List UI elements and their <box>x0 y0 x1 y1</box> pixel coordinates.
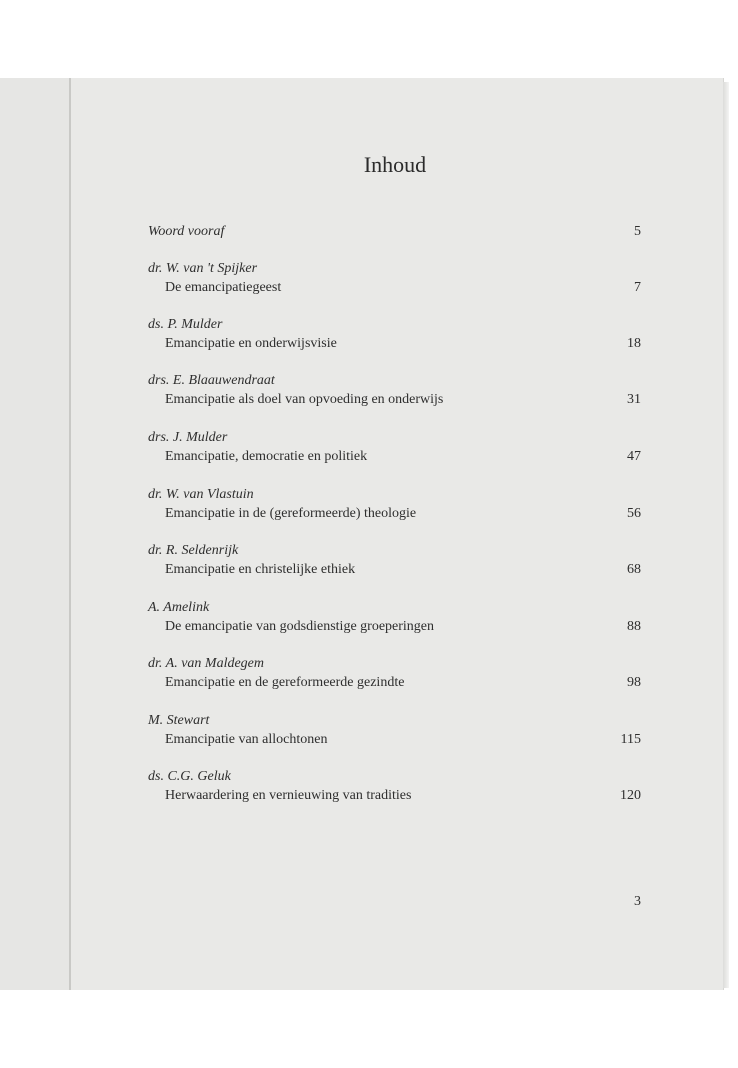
toc-page-number: 47 <box>627 449 641 464</box>
toc-author: M. Stewart <box>148 713 210 728</box>
toc-essay-title: Emancipatie en de gereformeerde gezindte <box>165 675 405 690</box>
toc-essay-title: Herwaardering en vernieuwing van tradities <box>165 788 412 803</box>
toc-author: dr. R. Seldenrijk <box>148 543 239 558</box>
toc-page-number: 120 <box>620 788 641 803</box>
toc-entry <box>148 261 641 311</box>
toc-author: dr. W. van 't Spijker <box>148 261 258 276</box>
toc-page-number: 88 <box>627 619 641 634</box>
toc-page-number: 18 <box>627 336 641 351</box>
toc-page-number: 5 <box>634 224 641 239</box>
toc-entry <box>148 430 641 480</box>
toc-author: Woord vooraf <box>148 224 225 239</box>
toc-page-number: 68 <box>627 562 641 577</box>
toc-entry <box>148 600 641 650</box>
toc-page-number: 7 <box>634 280 641 295</box>
toc-entry <box>148 373 641 423</box>
toc-essay-title: Emancipatie van allochtonen <box>165 732 328 747</box>
toc-essay-title: Emancipatie als doel van opvoeding en onderwijs <box>165 392 444 407</box>
toc-essay-title: De emancipatiegeest <box>165 280 282 295</box>
toc-entry <box>148 713 641 763</box>
toc-author: A. Amelink <box>148 600 210 615</box>
toc-author: ds. C.G. Geluk <box>148 769 231 784</box>
toc-entry <box>148 543 641 593</box>
toc-entry <box>148 317 641 367</box>
toc-author: ds. P. Mulder <box>148 317 223 332</box>
toc-page-number: 98 <box>627 675 641 690</box>
toc-entry <box>148 656 641 706</box>
toc-essay-title: Emancipatie, democratie en politiek <box>165 449 368 464</box>
toc-entry <box>148 769 641 819</box>
toc-page-number: 31 <box>627 392 641 407</box>
toc-page-number: 115 <box>620 732 641 747</box>
toc-author: dr. W. van Vlastuin <box>148 487 254 502</box>
toc-entry <box>148 487 641 537</box>
toc-author: drs. E. Blaauwendraat <box>148 373 275 388</box>
page-number-footer: 3 <box>634 894 641 909</box>
toc-essay-title: Emancipatie en onderwijsvisie <box>165 336 337 351</box>
page-title: Inhoud <box>363 152 427 177</box>
toc-author: drs. J. Mulder <box>148 430 228 445</box>
toc-author: dr. A. van Maldegem <box>148 656 264 671</box>
toc-page-number: 56 <box>627 506 641 521</box>
toc-essay-title: Emancipatie en christelijke ethiek <box>165 562 356 577</box>
toc-essay-title: De emancipatie van godsdienstige groeperingen <box>165 619 435 634</box>
toc-essay-title: Emancipatie in de (gereformeerde) theologie <box>165 506 417 521</box>
